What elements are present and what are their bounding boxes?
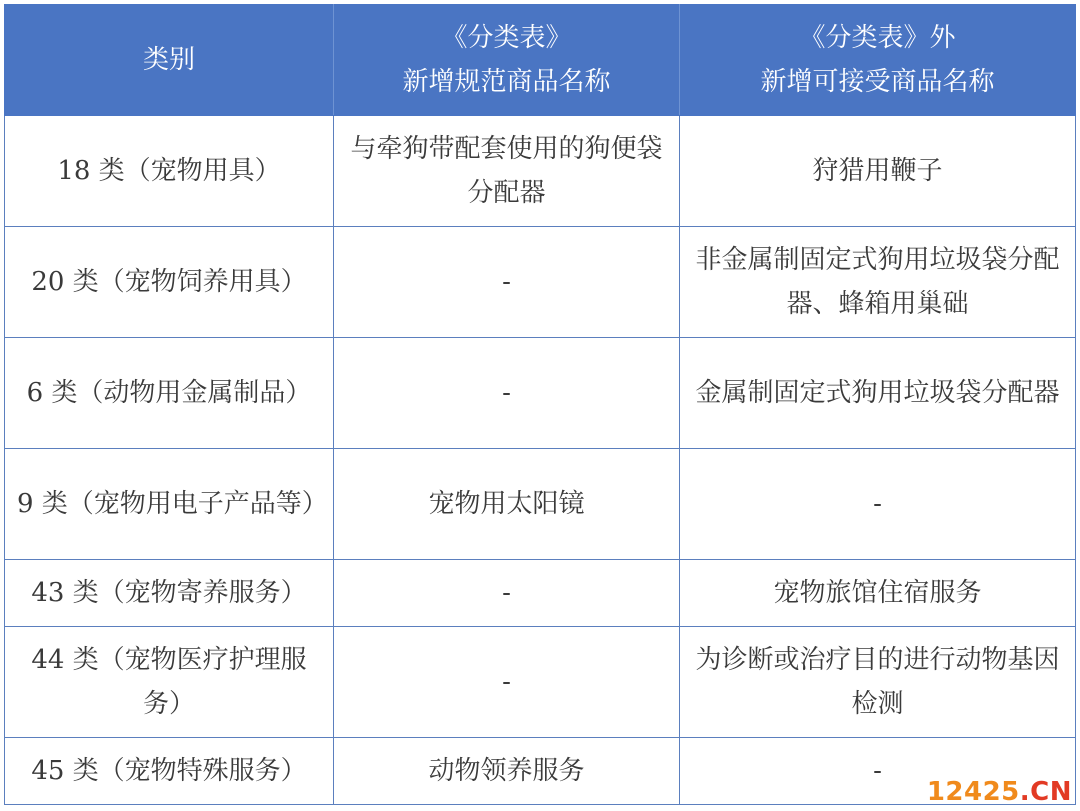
cell-standard-name: 动物领养服务	[334, 738, 680, 805]
header-standard-names	[334, 5, 680, 116]
header-category-label: 类别	[142, 45, 195, 75]
cell-acceptable-name: -	[680, 738, 1076, 805]
header-standard-line2: 新增规范商品名称	[402, 67, 611, 97]
cell-category: 18 类（宠物用具）	[5, 116, 334, 227]
cell-standard-name: 宠物用太阳镜	[334, 449, 680, 560]
table-header-row	[5, 5, 1076, 116]
table-row	[5, 227, 1076, 338]
table-row	[5, 116, 1076, 227]
cell-acceptable-name: 非金属制固定式狗用垃圾袋分配器、蜂箱用巢础	[680, 227, 1076, 338]
cell-standard-name: -	[334, 560, 680, 627]
watermark-tld: .CN	[1019, 777, 1072, 807]
cell-category: 43 类（宠物寄养服务）	[5, 560, 334, 627]
cell-standard-name: -	[334, 338, 680, 449]
cell-category: 6 类（动物用金属制品）	[5, 338, 334, 449]
cell-category: 9 类（宠物用电子产品等）	[5, 449, 334, 560]
table-row	[5, 627, 1076, 738]
site-watermark	[927, 777, 1072, 807]
cell-category: 44 类（宠物医疗护理服务）	[5, 627, 334, 738]
cell-standard-name: -	[334, 227, 680, 338]
table-row	[5, 738, 1076, 805]
header-acceptable-names	[680, 5, 1076, 116]
category-table	[4, 4, 1076, 805]
cell-category: 45 类（宠物特殊服务）	[5, 738, 334, 805]
cell-acceptable-name: 宠物旅馆住宿服务	[680, 560, 1076, 627]
table-row	[5, 338, 1076, 449]
header-standard-line1: 《分类表》	[441, 23, 572, 53]
cell-standard-name: 与牵狗带配套使用的狗便袋分配器	[334, 116, 680, 227]
header-category	[5, 5, 334, 116]
cell-standard-name: -	[334, 627, 680, 738]
cell-acceptable-name: 狩猎用鞭子	[680, 116, 1076, 227]
cell-acceptable-name: 金属制固定式狗用垃圾袋分配器	[680, 338, 1076, 449]
table-row	[5, 560, 1076, 627]
watermark-number: 12425	[926, 777, 1020, 807]
cell-category: 20 类（宠物饲养用具）	[5, 227, 334, 338]
cell-acceptable-name: -	[680, 449, 1076, 560]
header-acceptable-line1: 《分类表》外	[799, 23, 956, 53]
table-row	[5, 449, 1076, 560]
cell-acceptable-name: 为诊断或治疗目的进行动物基因检测	[680, 627, 1076, 738]
header-acceptable-line2: 新增可接受商品名称	[760, 67, 995, 97]
